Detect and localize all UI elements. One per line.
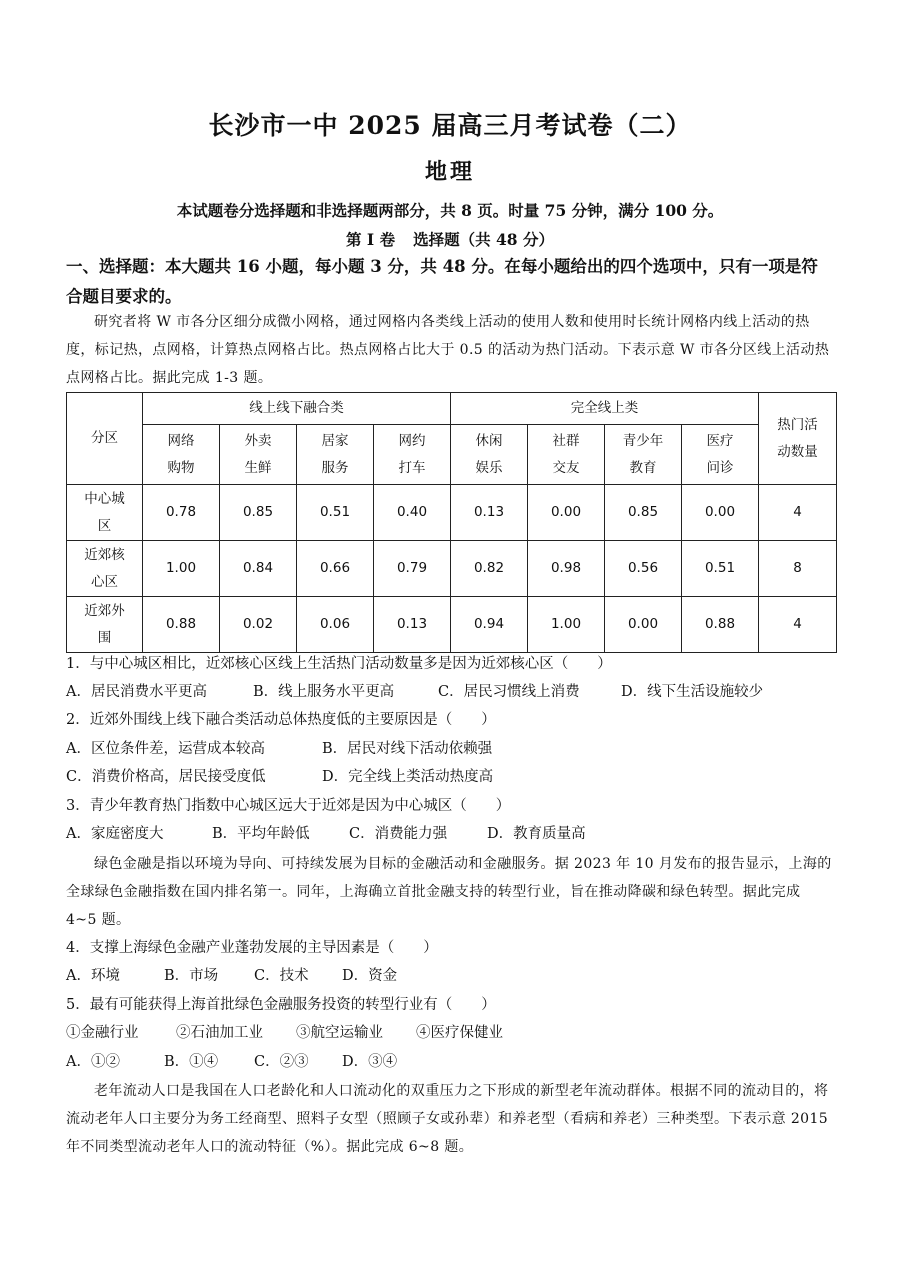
value-cell: 1.00 (143, 541, 220, 597)
header-activity: 医疗问诊 (682, 425, 759, 485)
value-cell: 0.82 (451, 541, 528, 597)
value-cell: 0.00 (528, 485, 605, 541)
question-4-option-b[interactable]: B．市场 (164, 968, 219, 984)
header-group-mixed: 线上线下融合类 (143, 393, 451, 425)
value-cell: 0.84 (220, 541, 297, 597)
value-cell: 0.66 (297, 541, 374, 597)
question-3-option-b[interactable]: B．平均年龄低 (212, 826, 310, 842)
question-1-stem: 1．与中心城区相比，近郊核心区线上生活热门活动数量多是因为近郊核心区（ ） (66, 656, 612, 672)
question-5-stem: 5．最有可能获得上海首批绿色金融服务投资的转型行业有（ ） (66, 997, 496, 1013)
question-1-option-b[interactable]: B．线上服务水平更高 (253, 684, 395, 700)
section-heading (0, 228, 900, 250)
value-cell: 0.13 (374, 597, 451, 653)
question-2-option-a[interactable]: A．区位条件差，运营成本较高 (66, 741, 265, 757)
value-cell: 0.85 (220, 485, 297, 541)
header-activity: 社群交友 (528, 425, 605, 485)
header-activity: 居家服务 (297, 425, 374, 485)
value-cell: 0.00 (605, 597, 682, 653)
question-5-item-4: ④医疗保健业 (416, 1025, 503, 1041)
section-instruction: 一、选择题：本大题共 16 小题，每小题 3 分，共 48 分。在每小题给出的四个选项中，只有一项是符合题目要求的。 (66, 257, 818, 306)
district-cell: 中心城区 (67, 485, 143, 541)
question-1-option-a[interactable]: A．居民消费水平更高 (66, 684, 207, 700)
part-name: 选择题（共 48 分） (413, 230, 554, 249)
value-cell: 0.00 (682, 485, 759, 541)
passage-2: 绿色金融是指以环境为导向、可持续发展为目标的金融活动和金融服务。据 2023 年 10 月发布的报告显示，上海的全球绿色金融指数在国内排名第一。同年，上海确立首批金融支持的转型行业，旨在推动降碳和绿色转型。据此完成 4~5 题。 (66, 856, 832, 928)
question-1-option-d[interactable]: D．线下生活设施较少 (621, 684, 764, 700)
passage-3: 老年流动人口是我国在人口老龄化和人口流动化的双重压力之下形成的新型老年流动群体。根据不同的流动目的，将流动老年人口主要分为务工经商型、照料子女型（照顾子女或孙辈）和养老型（看病和养老）三种类型。下表示意 2015 年不同类型流动老年人口的流动特征（%）。据此完成 6~8 题。 (66, 1083, 829, 1155)
value-cell: 0.51 (297, 485, 374, 541)
question-5-option-c[interactable]: C．②③ (254, 1054, 309, 1070)
question-3-option-c[interactable]: C．消费能力强 (349, 826, 448, 842)
header-activity: 青少年教育 (605, 425, 682, 485)
question-3-option-d[interactable]: D．教育质量高 (487, 826, 586, 842)
header-hot-count: 热门活动数量 (759, 393, 837, 485)
hotspot-table (66, 392, 837, 653)
value-cell: 0.94 (451, 597, 528, 653)
value-cell: 0.78 (143, 485, 220, 541)
header-activity: 网约打车 (374, 425, 451, 485)
table-header-row (67, 393, 837, 425)
header-activity: 休闲娱乐 (451, 425, 528, 485)
value-cell: 0.02 (220, 597, 297, 653)
table-row (67, 485, 837, 541)
value-cell: 0.98 (528, 541, 605, 597)
question-5-item-3: ③航空运输业 (296, 1025, 383, 1041)
value-cell: 0.85 (605, 485, 682, 541)
header-activity: 网络购物 (143, 425, 220, 485)
part-label: 第 I 卷 (346, 230, 396, 249)
value-cell: 0.13 (451, 485, 528, 541)
question-3-option-a[interactable]: A．家庭密度大 (66, 826, 164, 842)
district-cell: 近郊外围 (67, 597, 143, 653)
header-group-online: 完全线上类 (451, 393, 759, 425)
question-5-option-a[interactable]: A．①② (66, 1054, 120, 1070)
question-2-option-d[interactable]: D．完全线上类活动热度高 (322, 769, 494, 785)
value-cell: 0.06 (297, 597, 374, 653)
value-cell: 1.00 (528, 597, 605, 653)
district-cell: 近郊核心区 (67, 541, 143, 597)
subject-title: 地理 (424, 159, 475, 185)
value-cell: 0.88 (143, 597, 220, 653)
value-cell: 0.88 (682, 597, 759, 653)
question-5-item-1: ①金融行业 (66, 1025, 139, 1041)
question-3-stem: 3．青少年教育热门指数中心城区远大于近郊是因为中心城区（ ） (66, 798, 511, 814)
passage-1: 研究者将 W 市各分区细分成微小网格，通过网格内各类线上活动的使用人数和使用时长统计网格内线上活动的热度，标记热，点网格，计算热点网格占比。热点网格占比大于 0.5 的活动为热门活动。下表示意 W 市各分区线上活动热点网格占比。据此完成 1-3 题。 (66, 314, 830, 386)
question-1-option-c[interactable]: C．居民习惯线上消费 (438, 684, 580, 700)
value-cell: 0.40 (374, 485, 451, 541)
table-subheader-row (67, 425, 837, 485)
exam-notice: 本试题卷分选择题和非选择题两部分，共 8 页。时量 75 分钟，满分 100 分。 (176, 201, 724, 220)
question-2-option-c[interactable]: C．消费价格高，居民接受度低 (66, 769, 266, 785)
hot-count-cell: 4 (759, 485, 837, 541)
question-5-option-d[interactable]: D．③④ (342, 1054, 398, 1070)
hot-count-cell: 4 (759, 597, 837, 653)
value-cell: 0.79 (374, 541, 451, 597)
header-activity: 外卖生鲜 (220, 425, 297, 485)
hot-count-cell: 8 (759, 541, 837, 597)
question-4-stem: 4．支撑上海绿色金融产业蓬勃发展的主导因素是（ ） (66, 940, 438, 956)
question-4-option-a[interactable]: A．环境 (66, 968, 120, 984)
question-2-stem: 2．近郊外围线上线下融合类活动总体热度低的主要原因是（ ） (66, 712, 496, 728)
question-5-option-b[interactable]: B．①④ (164, 1054, 219, 1070)
table-row (67, 541, 837, 597)
question-2-option-b[interactable]: B．居民对线下活动依赖强 (322, 741, 493, 757)
question-5-item-2: ②石油加工业 (176, 1025, 263, 1041)
question-4-option-d[interactable]: D．资金 (342, 968, 398, 984)
header-district: 分区 (67, 393, 143, 485)
value-cell: 0.51 (682, 541, 759, 597)
question-4-option-c[interactable]: C．技术 (254, 968, 309, 984)
value-cell: 0.56 (605, 541, 682, 597)
table-row (67, 597, 837, 653)
exam-title: 长沙市一中 2025 届高三月考试卷（二） (208, 111, 692, 140)
